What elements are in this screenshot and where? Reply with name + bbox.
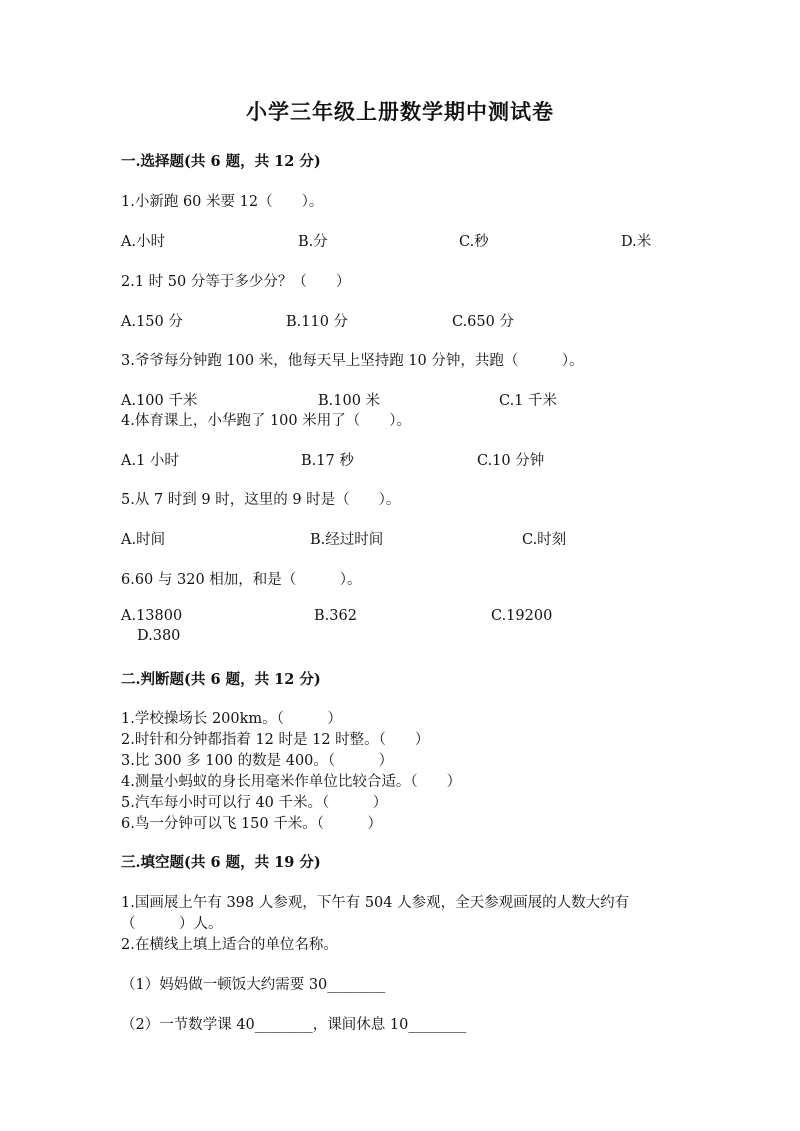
question-5: 5.从 7 时到 9 时，这里的 9 时是（ ）。 (121, 492, 401, 508)
q1-option-b: B.分 (298, 234, 328, 250)
question-1: 1.小新跑 60 米要 12（ ）。 (121, 194, 324, 210)
judgement-item-4: 4.测量小蚂蚁的身长用毫米作单位比较合适。（ ） (121, 774, 462, 790)
q6-option-a: A.13800 (121, 608, 183, 624)
page-title: 小学三年级上册数学期中测试卷 (246, 99, 554, 124)
fill-question-1-line-2: （ ）人。 (121, 916, 223, 932)
fill-question-2: 2.在横线上填上适合的单位名称。 (121, 937, 338, 953)
q1-option-a: A.小时 (121, 234, 166, 250)
q3-option-a: A.100 千米 (121, 393, 198, 409)
q3-option-c: C.1 千米 (499, 393, 558, 409)
question-4: 4.体育课上，小华跑了 100 米用了（ ）。 (121, 413, 411, 429)
q4-option-b: B.17 秒 (301, 453, 354, 469)
fill-question-2-sub-1: （1）妈妈做一顿饭大约需要 30________ (121, 977, 386, 993)
q5-option-c: C.时刻 (522, 532, 567, 548)
q2-option-c: C.650 分 (452, 314, 514, 330)
judgement-item-6: 6.鸟一分钟可以飞 150 千米。（ ） (121, 816, 382, 832)
judgement-item-3: 3.比 300 多 100 的数是 400。（ ） (121, 753, 394, 769)
question-2: 2.1 时 50 分等于多少分？（ ） (121, 274, 351, 290)
fill-question-1-line-1: 1.国画展上午有 398 人参观，下午有 504 人参观，全天参观画展的人数大约有 (121, 895, 630, 911)
section-header-choice: 一.选择题(共 6 题，共 12 分) (121, 153, 321, 170)
section-header-fill-blank: 三.填空题(共 6 题，共 19 分) (121, 854, 321, 871)
q6-option-b: B.362 (314, 608, 357, 624)
judgement-item-5: 5.汽车每小时可以行 40 千米。（ ） (121, 795, 388, 811)
q5-option-a: A.时间 (121, 532, 166, 548)
q1-option-c: C.秒 (459, 234, 489, 250)
judgement-item-1: 1.学校操场长 200km。（ ） (121, 711, 342, 727)
q6-option-d: D.380 (137, 628, 181, 644)
question-3: 3.爷爷每分钟跑 100 米，他每天早上坚持跑 10 分钟，共跑（ ）。 (121, 353, 584, 369)
q2-option-a: A.150 分 (121, 314, 183, 330)
q3-option-b: B.100 米 (318, 393, 381, 409)
question-6: 6.60 与 320 相加，和是（ ）。 (121, 572, 362, 588)
q2-option-b: B.110 分 (286, 314, 349, 330)
q4-option-a: A.1 小时 (121, 453, 179, 469)
section-header-judgement: 二.判断题(共 6 题，共 12 分) (121, 671, 321, 688)
judgement-item-2: 2.时针和分钟都指着 12 时是 12 时整。（ ） (121, 732, 430, 748)
q4-option-c: C.10 分钟 (477, 453, 545, 469)
q6-option-c: C.19200 (491, 608, 553, 624)
q1-option-d: D.米 (621, 234, 652, 250)
fill-question-2-sub-2: （2）一节数学课 40________，课间休息 10________ (121, 1017, 467, 1033)
q5-option-b: B.经过时间 (310, 532, 384, 548)
